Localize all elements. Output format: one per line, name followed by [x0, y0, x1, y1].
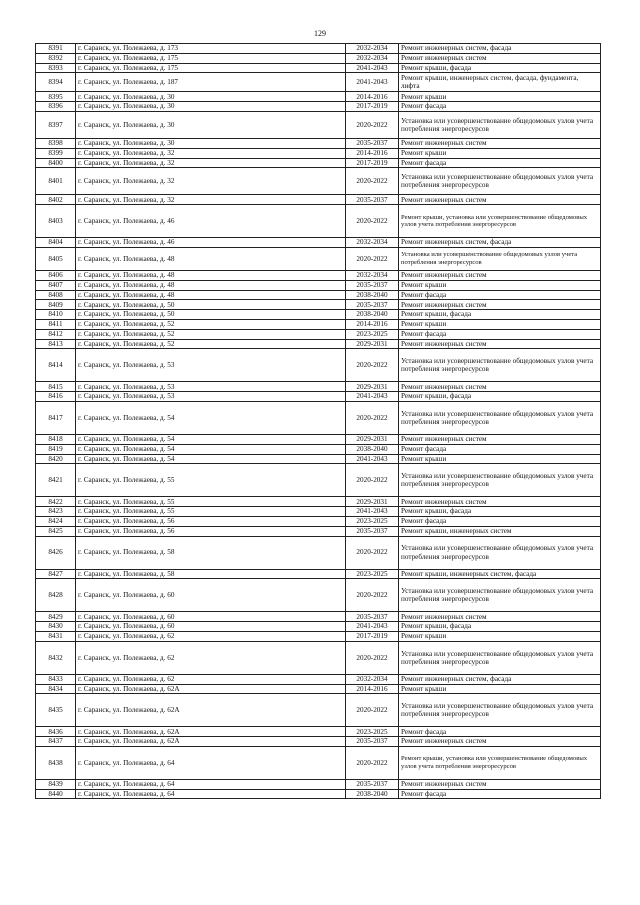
row-work: Ремонт фасада — [399, 444, 601, 454]
row-period: 2032-2034 — [346, 44, 399, 54]
row-address: г. Саранск, ул. Полежаева, д. 52 — [76, 339, 346, 349]
row-work: Ремонт инженерных систем, фасада — [399, 238, 601, 248]
row-work: Ремонт фасада — [399, 789, 601, 799]
row-address: г. Саранск, ул. Полежаева, д. 55 — [76, 464, 346, 497]
row-address: г. Саранск, ул. Полежаева, д. 32 — [76, 158, 346, 168]
row-work: Ремонт инженерных систем — [399, 737, 601, 747]
row-work: Ремонт крыши, фасада — [399, 507, 601, 517]
row-period: 2020-2022 — [346, 168, 399, 195]
row-number: 8399 — [36, 148, 76, 158]
row-number: 8405 — [36, 247, 76, 270]
table-row — [36, 63, 601, 73]
table-row — [36, 392, 601, 402]
page-number: 129 — [314, 29, 326, 38]
repair-schedule-table — [35, 43, 601, 799]
row-work: Установка или усовершенствование общедомовых узлов учета потребления энергоресурсов — [399, 579, 601, 612]
row-number: 8421 — [36, 464, 76, 497]
row-period: 2014-2016 — [346, 92, 399, 102]
row-work: Ремонт крыши — [399, 684, 601, 694]
row-number: 8397 — [36, 111, 76, 138]
row-period: 2038-2040 — [346, 444, 399, 454]
table-row — [36, 444, 601, 454]
row-number: 8409 — [36, 300, 76, 310]
row-work: Ремонт инженерных систем — [399, 339, 601, 349]
row-number: 8392 — [36, 53, 76, 63]
table-row — [36, 168, 601, 195]
row-number: 8431 — [36, 631, 76, 641]
row-address: г. Саранск, ул. Полежаева, д. 54 — [76, 434, 346, 444]
row-address: г. Саранск, ул. Полежаева, д. 60 — [76, 579, 346, 612]
row-address: г. Саранск, ул. Полежаева, д. 58 — [76, 569, 346, 579]
table-row — [36, 111, 601, 138]
row-period: 2017-2019 — [346, 631, 399, 641]
row-work: Ремонт инженерных систем — [399, 138, 601, 148]
table-row — [36, 622, 601, 632]
row-address: г. Саранск, ул. Полежаева, д. 50 — [76, 310, 346, 320]
row-period: 2020-2022 — [346, 694, 399, 727]
row-number: 8436 — [36, 727, 76, 737]
row-period: 2020-2022 — [346, 464, 399, 497]
table-row — [36, 270, 601, 280]
row-address: г. Саранск, ул. Полежаева, д. 62А — [76, 694, 346, 727]
table-row — [36, 148, 601, 158]
row-work: Ремонт крыши, установка или усовершенствование общедомовых узлов учета потребления энергоресурсов — [399, 205, 601, 238]
row-address: г. Саранск, ул. Полежаева, д. 55 — [76, 507, 346, 517]
row-period: 2038-2040 — [346, 290, 399, 300]
table-row — [36, 737, 601, 747]
row-address: г. Саранск, ул. Полежаева, д. 56 — [76, 526, 346, 536]
table-row — [36, 507, 601, 517]
row-address: г. Саранск, ул. Полежаева, д. 62 — [76, 674, 346, 684]
row-period: 2029-2031 — [346, 497, 399, 507]
row-period: 2023-2025 — [346, 569, 399, 579]
row-address: г. Саранск, ул. Полежаева, д. 53 — [76, 382, 346, 392]
row-number: 8424 — [36, 516, 76, 526]
row-period: 2032-2034 — [346, 53, 399, 63]
row-period: 2041-2043 — [346, 507, 399, 517]
row-number: 8418 — [36, 434, 76, 444]
row-number: 8394 — [36, 73, 76, 92]
row-work: Ремонт инженерных систем — [399, 270, 601, 280]
table-row — [36, 674, 601, 684]
table-row — [36, 53, 601, 63]
row-number: 8415 — [36, 382, 76, 392]
row-period: 2029-2031 — [346, 382, 399, 392]
row-period: 2020-2022 — [346, 349, 399, 382]
row-address: г. Саранск, ул. Полежаева, д. 52 — [76, 329, 346, 339]
row-number: 8430 — [36, 622, 76, 632]
row-number: 8422 — [36, 497, 76, 507]
row-period: 2035-2037 — [346, 300, 399, 310]
row-period: 2041-2043 — [346, 454, 399, 464]
row-number: 8417 — [36, 401, 76, 434]
table-row — [36, 612, 601, 622]
row-address: г. Саранск, ул. Полежаева, д. 173 — [76, 44, 346, 54]
row-number: 8419 — [36, 444, 76, 454]
row-address: г. Саранск, ул. Полежаева, д. 53 — [76, 349, 346, 382]
row-period: 2020-2022 — [346, 111, 399, 138]
table-row — [36, 138, 601, 148]
row-work: Установка или усовершенствование общедомовых узлов учета потребления энергоресурсов — [399, 349, 601, 382]
row-number: 8413 — [36, 339, 76, 349]
row-number: 8420 — [36, 454, 76, 464]
table-row — [36, 44, 601, 54]
table-row — [36, 631, 601, 641]
row-period: 2038-2040 — [346, 310, 399, 320]
row-period: 2038-2040 — [346, 789, 399, 799]
row-work: Ремонт инженерных систем — [399, 434, 601, 444]
row-work: Ремонт крыши — [399, 92, 601, 102]
table-row — [36, 280, 601, 290]
row-period: 2020-2022 — [346, 205, 399, 238]
row-number: 8433 — [36, 674, 76, 684]
row-number: 8437 — [36, 737, 76, 747]
table-row — [36, 339, 601, 349]
row-address: г. Саранск, ул. Полежаева, д. 175 — [76, 53, 346, 63]
row-period: 2041-2043 — [346, 73, 399, 92]
table-row — [36, 205, 601, 238]
row-address: г. Саранск, ул. Полежаева, д. 48 — [76, 270, 346, 280]
table-row — [36, 102, 601, 112]
row-number: 8402 — [36, 195, 76, 205]
table-row — [36, 789, 601, 799]
row-number: 8439 — [36, 779, 76, 789]
row-work: Ремонт фасада — [399, 516, 601, 526]
row-number: 8425 — [36, 526, 76, 536]
row-work: Установка или усовершенствование общедомовых узлов учета потребления энергоресурсов — [399, 694, 601, 727]
table-row — [36, 569, 601, 579]
row-address: г. Саранск, ул. Полежаева, д. 32 — [76, 195, 346, 205]
row-period: 2017-2019 — [346, 102, 399, 112]
row-number: 8428 — [36, 579, 76, 612]
row-period: 2014-2016 — [346, 319, 399, 329]
row-period: 2020-2022 — [346, 579, 399, 612]
row-number: 8396 — [36, 102, 76, 112]
row-period: 2029-2031 — [346, 434, 399, 444]
row-period: 2020-2022 — [346, 536, 399, 569]
row-address: г. Саранск, ул. Полежаева, д. 64 — [76, 789, 346, 799]
row-period: 2023-2025 — [346, 516, 399, 526]
table-row — [36, 73, 601, 92]
row-work: Установка или усовершенствование общедомовых узлов учета потребления энергоресурсов — [399, 247, 601, 270]
row-number: 8423 — [36, 507, 76, 517]
row-period: 2035-2037 — [346, 138, 399, 148]
table-row — [36, 158, 601, 168]
row-work: Ремонт крыши, инженерных систем — [399, 526, 601, 536]
row-period: 2035-2037 — [346, 737, 399, 747]
row-number: 8432 — [36, 641, 76, 674]
row-period: 2035-2037 — [346, 779, 399, 789]
table-row — [36, 195, 601, 205]
row-number: 8393 — [36, 63, 76, 73]
row-work: Ремонт инженерных систем — [399, 497, 601, 507]
row-address: г. Саранск, ул. Полежаева, д. 48 — [76, 280, 346, 290]
row-work: Ремонт инженерных систем — [399, 53, 601, 63]
row-number: 8410 — [36, 310, 76, 320]
row-number: 8406 — [36, 270, 76, 280]
table-row — [36, 694, 601, 727]
row-number: 8412 — [36, 329, 76, 339]
row-number: 8416 — [36, 392, 76, 402]
row-address: г. Саранск, ул. Полежаева, д. 32 — [76, 168, 346, 195]
row-work: Установка или усовершенствование общедомовых узлов учета потребления энергоресурсов — [399, 464, 601, 497]
table-row — [36, 382, 601, 392]
row-period: 2023-2025 — [346, 329, 399, 339]
row-work: Ремонт инженерных систем — [399, 382, 601, 392]
row-work: Ремонт инженерных систем, фасада — [399, 44, 601, 54]
row-work: Ремонт инженерных систем, фасада — [399, 674, 601, 684]
table-body — [36, 44, 601, 799]
row-number: 8408 — [36, 290, 76, 300]
row-address: г. Саранск, ул. Полежаева, д. 60 — [76, 612, 346, 622]
row-work: Ремонт фасада — [399, 727, 601, 737]
row-period: 2029-2031 — [346, 339, 399, 349]
row-address: г. Саранск, ул. Полежаева, д. 62 — [76, 641, 346, 674]
row-number: 8434 — [36, 684, 76, 694]
row-number: 8403 — [36, 205, 76, 238]
table-row — [36, 746, 601, 779]
row-work: Ремонт крыши — [399, 454, 601, 464]
row-work: Ремонт крыши, фасада — [399, 392, 601, 402]
row-period: 2020-2022 — [346, 247, 399, 270]
row-address: г. Саранск, ул. Полежаева, д. 187 — [76, 73, 346, 92]
table-row — [36, 454, 601, 464]
table-row — [36, 536, 601, 569]
table-row — [36, 779, 601, 789]
row-number: 8411 — [36, 319, 76, 329]
row-address: г. Саранск, ул. Полежаева, д. 62А — [76, 684, 346, 694]
row-address: г. Саранск, ул. Полежаева, д. 46 — [76, 205, 346, 238]
row-address: г. Саранск, ул. Полежаева, д. 175 — [76, 63, 346, 73]
row-work: Ремонт инженерных систем — [399, 779, 601, 789]
table-row — [36, 349, 601, 382]
row-work: Ремонт крыши, фасада — [399, 310, 601, 320]
row-period: 2014-2016 — [346, 684, 399, 694]
row-period: 2041-2043 — [346, 622, 399, 632]
row-number: 8407 — [36, 280, 76, 290]
row-period: 2023-2025 — [346, 727, 399, 737]
table-row — [36, 684, 601, 694]
table-row — [36, 247, 601, 270]
row-work: Ремонт крыши, инженерных систем, фасада, фундамента, лифта — [399, 73, 601, 92]
table-row — [36, 464, 601, 497]
row-address: г. Саранск, ул. Полежаева, д. 53 — [76, 392, 346, 402]
row-address: г. Саранск, ул. Полежаева, д. 46 — [76, 238, 346, 248]
row-address: г. Саранск, ул. Полежаева, д. 54 — [76, 401, 346, 434]
row-work: Ремонт фасада — [399, 158, 601, 168]
row-period: 2035-2037 — [346, 280, 399, 290]
row-work: Ремонт крыши — [399, 319, 601, 329]
table-row — [36, 727, 601, 737]
row-work: Ремонт фасада — [399, 290, 601, 300]
row-work: Ремонт инженерных систем — [399, 612, 601, 622]
row-number: 8438 — [36, 746, 76, 779]
row-work: Ремонт инженерных систем — [399, 195, 601, 205]
row-period: 2032-2034 — [346, 270, 399, 280]
table-row — [36, 329, 601, 339]
row-number: 8426 — [36, 536, 76, 569]
row-period: 2014-2016 — [346, 148, 399, 158]
table-row — [36, 319, 601, 329]
row-period: 2032-2034 — [346, 238, 399, 248]
row-period: 2020-2022 — [346, 641, 399, 674]
row-work: Ремонт крыши — [399, 148, 601, 158]
row-period: 2041-2043 — [346, 392, 399, 402]
row-number: 8435 — [36, 694, 76, 727]
row-address: г. Саранск, ул. Полежаева, д. 60 — [76, 622, 346, 632]
row-period: 2020-2022 — [346, 401, 399, 434]
row-address: г. Саранск, ул. Полежаева, д. 50 — [76, 300, 346, 310]
row-address: г. Саранск, ул. Полежаева, д. 56 — [76, 516, 346, 526]
row-period: 2017-2019 — [346, 158, 399, 168]
row-number: 8398 — [36, 138, 76, 148]
row-address: г. Саранск, ул. Полежаева, д. 52 — [76, 319, 346, 329]
row-work: Ремонт крыши, фасада — [399, 622, 601, 632]
row-address: г. Саранск, ул. Полежаева, д. 64 — [76, 779, 346, 789]
table-row — [36, 92, 601, 102]
row-number: 8404 — [36, 238, 76, 248]
row-address: г. Саранск, ул. Полежаева, д. 48 — [76, 247, 346, 270]
row-period: 2020-2022 — [346, 746, 399, 779]
row-number: 8440 — [36, 789, 76, 799]
row-work: Ремонт крыши, установка или усовершенствование общедомовых узлов учета потребления энергоресурсов — [399, 746, 601, 779]
row-work: Ремонт крыши, инженерных систем, фасада — [399, 569, 601, 579]
row-address: г. Саранск, ул. Полежаева, д. 30 — [76, 111, 346, 138]
table-row — [36, 238, 601, 248]
row-address: г. Саранск, ул. Полежаева, д. 54 — [76, 454, 346, 464]
row-work: Ремонт крыши — [399, 280, 601, 290]
row-address: г. Саранск, ул. Полежаева, д. 54 — [76, 444, 346, 454]
table-row — [36, 310, 601, 320]
row-period: 2032-2034 — [346, 674, 399, 684]
row-period: 2035-2037 — [346, 195, 399, 205]
table-row — [36, 290, 601, 300]
row-address: г. Саранск, ул. Полежаева, д. 62А — [76, 727, 346, 737]
row-address: г. Саранск, ул. Полежаева, д. 48 — [76, 290, 346, 300]
row-period: 2035-2037 — [346, 526, 399, 536]
row-work: Ремонт крыши, фасада — [399, 63, 601, 73]
row-address: г. Саранск, ул. Полежаева, д. 64 — [76, 746, 346, 779]
row-address: г. Саранск, ул. Полежаева, д. 58 — [76, 536, 346, 569]
row-address: г. Саранск, ул. Полежаева, д. 55 — [76, 497, 346, 507]
table-row — [36, 516, 601, 526]
row-number: 8414 — [36, 349, 76, 382]
row-work: Установка или усовершенствование общедомовых узлов учета потребления энергоресурсов — [399, 168, 601, 195]
row-period: 2041-2043 — [346, 63, 399, 73]
row-address: г. Саранск, ул. Полежаева, д. 62 — [76, 631, 346, 641]
table-row — [36, 300, 601, 310]
row-work: Установка или усовершенствование общедомовых узлов учета потребления энергоресурсов — [399, 111, 601, 138]
row-address: г. Саранск, ул. Полежаева, д. 30 — [76, 102, 346, 112]
row-address: г. Саранск, ул. Полежаева, д. 30 — [76, 138, 346, 148]
row-work: Ремонт крыши — [399, 631, 601, 641]
table-row — [36, 526, 601, 536]
row-work: Ремонт фасада — [399, 102, 601, 112]
row-number: 8400 — [36, 158, 76, 168]
table-row — [36, 434, 601, 444]
row-work: Ремонт фасада — [399, 329, 601, 339]
row-work: Ремонт инженерных систем — [399, 300, 601, 310]
table-row — [36, 579, 601, 612]
row-work: Установка или усовершенствование общедомовых узлов учета потребления энергоресурсов — [399, 401, 601, 434]
table-row — [36, 641, 601, 674]
row-number: 8395 — [36, 92, 76, 102]
row-address: г. Саранск, ул. Полежаева, д. 62А — [76, 737, 346, 747]
row-period: 2035-2037 — [346, 612, 399, 622]
row-number: 8427 — [36, 569, 76, 579]
row-work: Установка или усовершенствование общедомовых узлов учета потребления энергоресурсов — [399, 641, 601, 674]
row-number: 8391 — [36, 44, 76, 54]
row-number: 8401 — [36, 168, 76, 195]
table-row — [36, 401, 601, 434]
row-number: 8429 — [36, 612, 76, 622]
row-work: Установка или усовершенствование общедомовых узлов учета потребления энергоресурсов — [399, 536, 601, 569]
row-address: г. Саранск, ул. Полежаева, д. 32 — [76, 148, 346, 158]
table-row — [36, 497, 601, 507]
row-address: г. Саранск, ул. Полежаева, д. 30 — [76, 92, 346, 102]
